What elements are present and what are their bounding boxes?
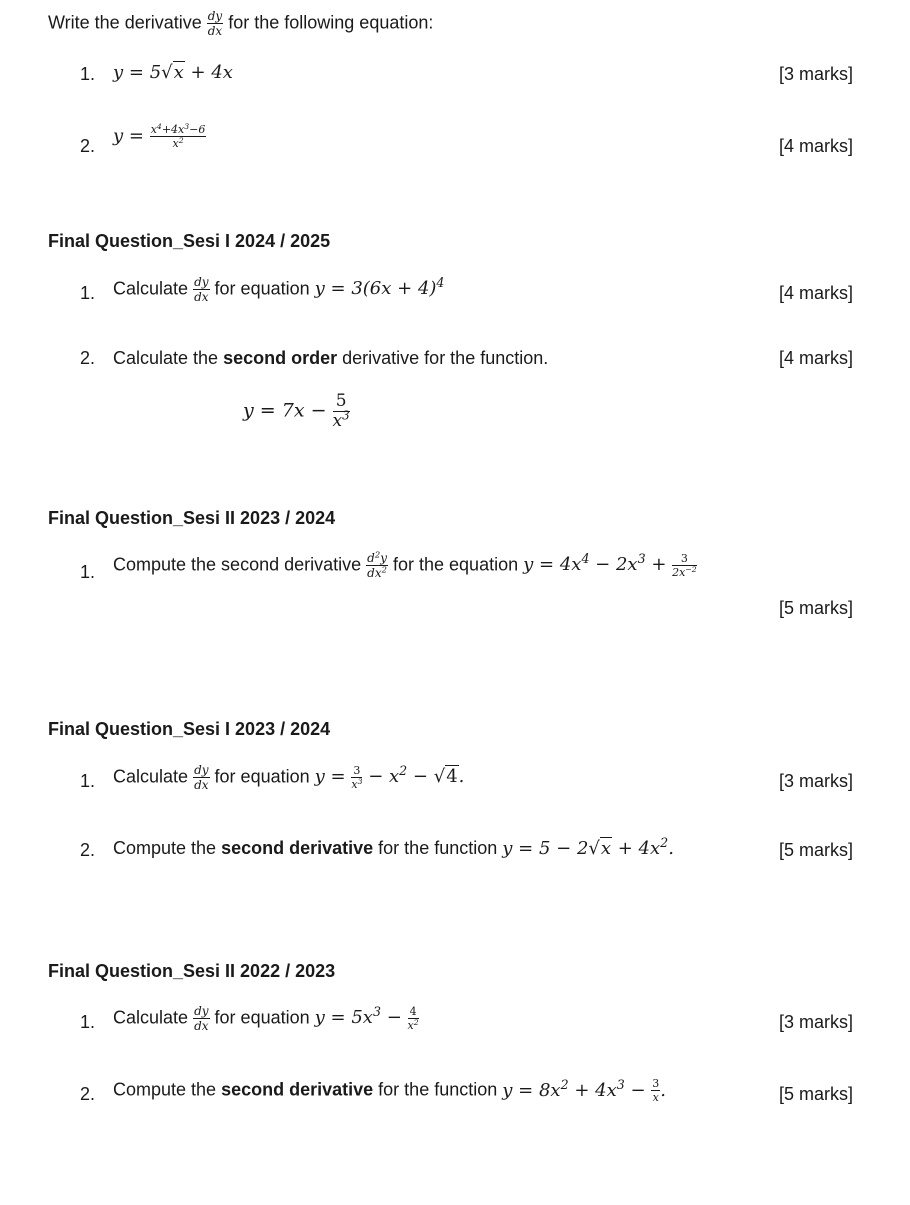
question-text: [113, 348, 548, 369]
equation: y = $\frac{x^4+4x^3-6}{x^2}$: [113, 121, 206, 150]
dy-dx-fraction: $\frac{dy}{dx}$: [207, 9, 223, 38]
question-text: [113, 1078, 666, 1103]
question-text: [113, 764, 464, 791]
section-heading: Final Question_Sesi I 2024 / 2025: [48, 231, 331, 251]
section-heading: Final Question_Sesi II 2023 / 2024: [48, 508, 336, 528]
question-text: [113, 549, 697, 580]
marks-label: [4 marks]: [778, 283, 853, 303]
question-text-part: derivative for the function.: [342, 348, 549, 368]
question-number: 2.: [80, 348, 96, 368]
question-text-part: Calculate: [113, 278, 189, 299]
question-text-part: for equation: [214, 278, 310, 299]
question-text-bold: second derivative: [221, 1079, 374, 1100]
intro-text-after: for the following equation:: [228, 12, 434, 33]
question-number: 1.: [80, 771, 96, 791]
dy-dx-fraction: $\frac{dy}{dx}$: [194, 763, 209, 792]
equation: $y = 8x^2 + 4x^3$ − $\frac{3}{x}$ .: [502, 1076, 667, 1104]
question-text-part: Compute the: [113, 838, 217, 858]
marks-label: [3 marks]: [778, 771, 853, 791]
question-number: 1.: [80, 562, 96, 582]
equation: y = 5√x + 4x: [113, 62, 233, 83]
question-text-bold: second order: [223, 348, 338, 368]
equation: $y = 4x^4 - 2x^3$ + $\frac{3}{2x^{-2}}$: [523, 551, 697, 579]
equation: y = 7x − $\frac{5}{x^3}$: [243, 391, 350, 431]
marks-label: [4 marks]: [778, 348, 853, 368]
question-number: 2.: [80, 840, 96, 860]
equation: $y = 5x^3$ − $\frac{4}{x^2}$: [314, 1004, 419, 1032]
dy-dx-fraction: $\frac{dy}{dx}$: [194, 1004, 209, 1033]
question-number: 1.: [80, 1012, 96, 1032]
section-heading: Final Question_Sesi II 2022 / 2023: [48, 961, 336, 981]
question-text-part: Calculate: [113, 766, 189, 787]
question-text-part: Calculate the: [113, 348, 219, 368]
question-number: 1.: [80, 64, 96, 84]
question-text-part: Calculate: [113, 1007, 189, 1028]
question-text-part: for the function: [378, 1079, 498, 1100]
marks-label: [3 marks]: [778, 64, 853, 84]
question-text-part: Compute the: [113, 1079, 217, 1100]
d2y-dx2-fraction: $\frac{d^2y}{dx^2}$: [367, 549, 387, 580]
marks-label: [5 marks]: [778, 598, 853, 618]
question-text: [113, 276, 444, 303]
marks-label: [5 marks]: [778, 1084, 853, 1104]
equation: $y = 5 - 2√x + 4x^2$.: [502, 835, 674, 859]
marks-label: [4 marks]: [778, 136, 853, 156]
section-heading: Final Question_Sesi I 2023 / 2024: [48, 719, 331, 739]
question-text-part: for equation: [214, 766, 310, 787]
intro-line: [48, 10, 433, 37]
question-text: [113, 1005, 419, 1032]
question-number: 1.: [80, 283, 96, 303]
question-text-bold: second derivative: [221, 838, 374, 858]
marks-label: [3 marks]: [778, 1012, 853, 1032]
intro-text-before: Write the derivative: [48, 12, 202, 33]
question-number: 2.: [80, 1084, 96, 1104]
equation: $y = 3(6x + 4)^4$: [314, 275, 445, 300]
equation: y = $\frac{3}{x^3}$ − $x^2 - √4$.: [314, 763, 465, 791]
question-text-part: for the equation: [393, 554, 519, 575]
dy-dx-fraction: $\frac{dy}{dx}$: [194, 275, 209, 304]
question-number: 2.: [80, 136, 96, 156]
question-text: [113, 835, 674, 859]
question-text-part: for the function: [378, 838, 498, 858]
question-text-part: Compute the second derivative: [113, 554, 362, 575]
marks-label: [5 marks]: [778, 840, 853, 860]
question-text-part: for equation: [214, 1007, 310, 1028]
